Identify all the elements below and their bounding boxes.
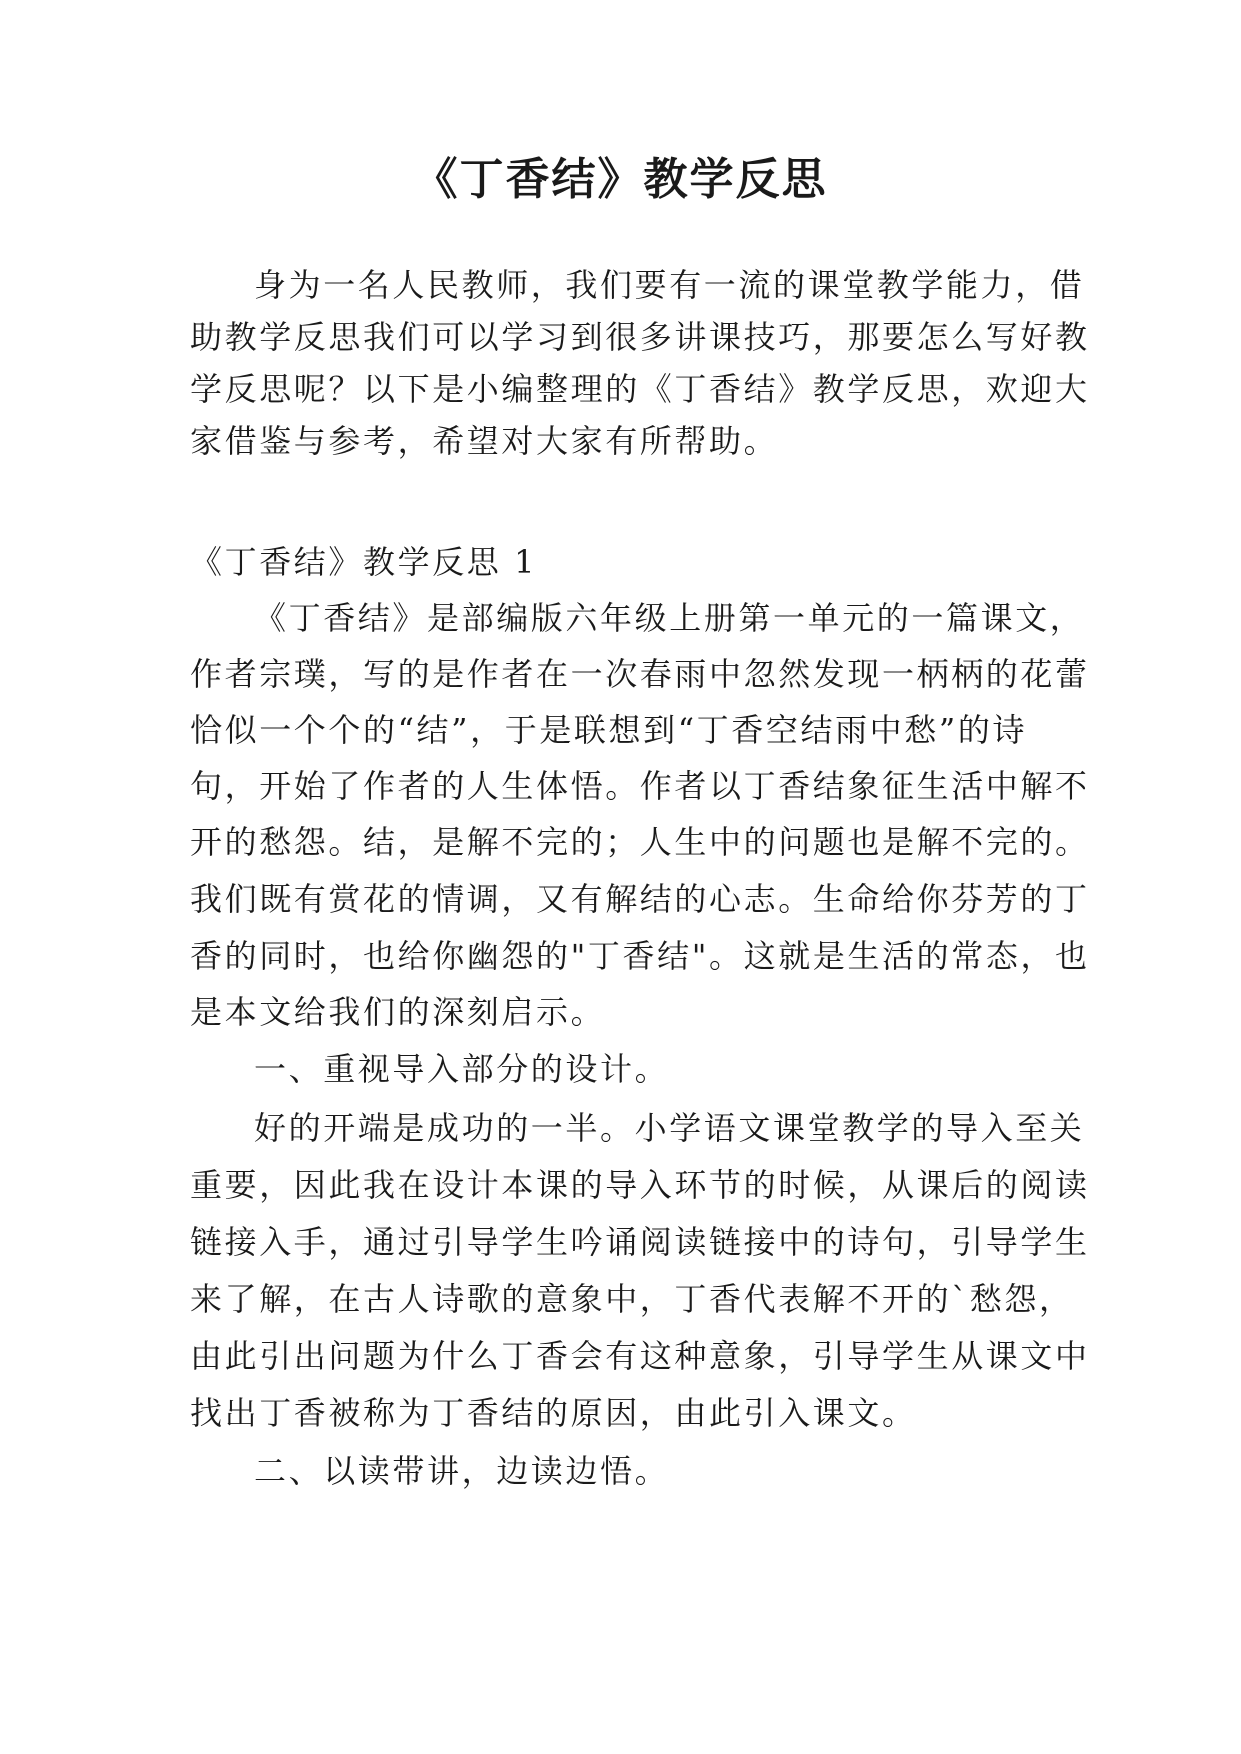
para2-line-2: 重要，因此我在设计本课的导入环节的时候，从课后的阅读 <box>190 1166 1090 1204</box>
para1-line-8: 是本文给我们的深刻启示。 <box>190 993 606 1031</box>
para2-line-1: 好的开端是成功的一半。小学语文课堂教学的导入至关 <box>254 1109 1085 1147</box>
para1-line-2: 作者宗璞，写的是作者在一次春雨中忽然发现一柄柄的花蕾 <box>190 655 1090 693</box>
section-heading: 《丁香结》教学反思 1 <box>190 543 538 581</box>
intro-line-4: 家借鉴与参考，希望对大家有所帮助。 <box>190 422 779 460</box>
para2-line-5: 由此引出问题为什么丁香会有这种意象，引导学生从课文中 <box>190 1337 1090 1375</box>
para1-line-6: 我们既有赏花的情调，又有解结的心志。生命给你芬芳的丁 <box>190 880 1090 918</box>
document-title: 《丁香结》教学反思 <box>413 154 828 205</box>
para2-line-6: 找出丁香被称为丁香结的原因，由此引入课文。 <box>190 1394 917 1432</box>
para1-line-5: 开的愁怨。结，是解不完的；人生中的问题也是解不完的。 <box>190 823 1090 861</box>
para2-line-4: 来了解，在古人诗歌的意象中，丁香代表解不开的`愁怨， <box>190 1280 1074 1318</box>
para2-line-3: 链接入手，通过引导学生吟诵阅读链接中的诗句，引导学生 <box>190 1223 1090 1261</box>
point1-heading: 一、重视导入部分的设计。 <box>254 1050 670 1088</box>
intro-line-3: 学反思呢？以下是小编整理的《丁香结》教学反思，欢迎大 <box>190 370 1090 408</box>
para1-line-1: 《丁香结》是部编版六年级上册第一单元的一篇课文， <box>254 599 1085 637</box>
para1-line-4: 句，开始了作者的人生体悟。作者以丁香结象征生活中解不 <box>190 767 1090 805</box>
para1-line-7: 香的同时，也给你幽怨的"丁香结"。这就是生活的常态，也 <box>190 937 1090 975</box>
para1-line-3: 恰似一个个的“结”，于是联想到“丁香空结雨中愁”的诗 <box>190 711 1028 749</box>
intro-line-2: 助教学反思我们可以学习到很多讲课技巧，那要怎么写好教 <box>190 318 1090 356</box>
point2-heading: 二、以读带讲，边读边悟。 <box>254 1452 670 1490</box>
intro-line-1: 身为一名人民教师，我们要有一流的课堂教学能力，借 <box>254 266 1085 304</box>
